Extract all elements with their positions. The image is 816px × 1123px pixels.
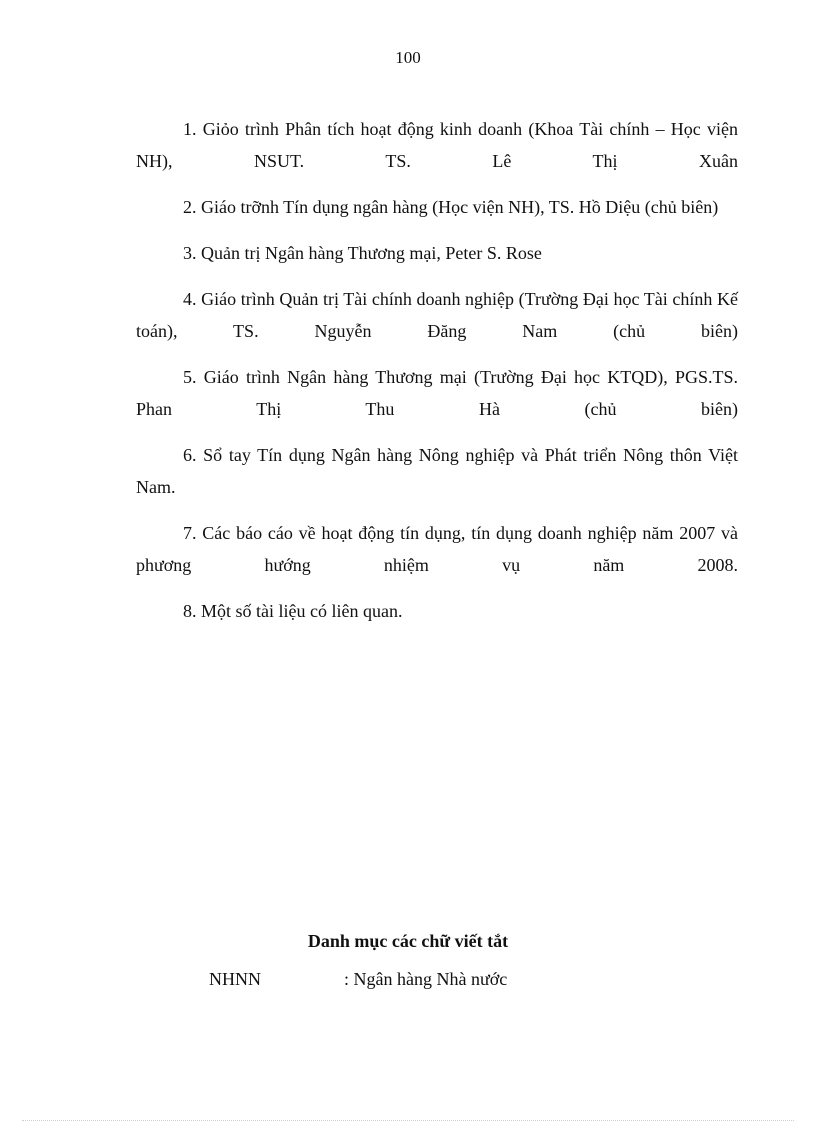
- reference-item-1: 1. Giỏo trình Phân tích hoạt động kinh doanh (Khoa Tài chính – Học viện NH), NSUT. TS. Lê Thị Xuân: [136, 119, 738, 171]
- footer-rule: [22, 1120, 794, 1121]
- reference-item-8: 8. Một số tài liệu có liên quan.: [183, 601, 403, 621]
- reference-item-3: 3. Quản trị Ngân hàng Thương mại, Peter S. Rose: [183, 243, 542, 263]
- page-number: 100: [395, 48, 421, 67]
- reference-item-2: 2. Giáo trỡnh Tín dụng ngân hàng (Học viện NH), TS. Hồ Diệu (chủ biên): [183, 197, 719, 217]
- abbreviations-title: Danh mục các chữ viết tắt: [307, 931, 509, 951]
- abbreviation-definition: : Ngân hàng Nhà nước: [344, 969, 508, 989]
- reference-item-7: 7. Các báo cáo về hoạt động tín dụng, tín dụng doanh nghiệp năm 2007 và phương hướng nhiệm vụ năm 2008.: [136, 523, 738, 575]
- reference-item-4: 4. Giáo trình Quản trị Tài chính doanh nghiệp (Trường Đại học Tài chính Kế toán), TS. Nguyễn Đăng Nam (chủ biên): [136, 289, 738, 341]
- abbreviation-term: NHNN: [209, 969, 261, 989]
- reference-item-6: 6. Sổ tay Tín dụng Ngân hàng Nông nghiệp và Phát triển Nông thôn Việt Nam.: [136, 445, 738, 497]
- reference-item-5: 5. Giáo trình Ngân hàng Thương mại (Trường Đại học KTQD), PGS.TS. Phan Thị Thu Hà (chủ biên): [136, 367, 738, 419]
- reference-list: [136, 113, 738, 641]
